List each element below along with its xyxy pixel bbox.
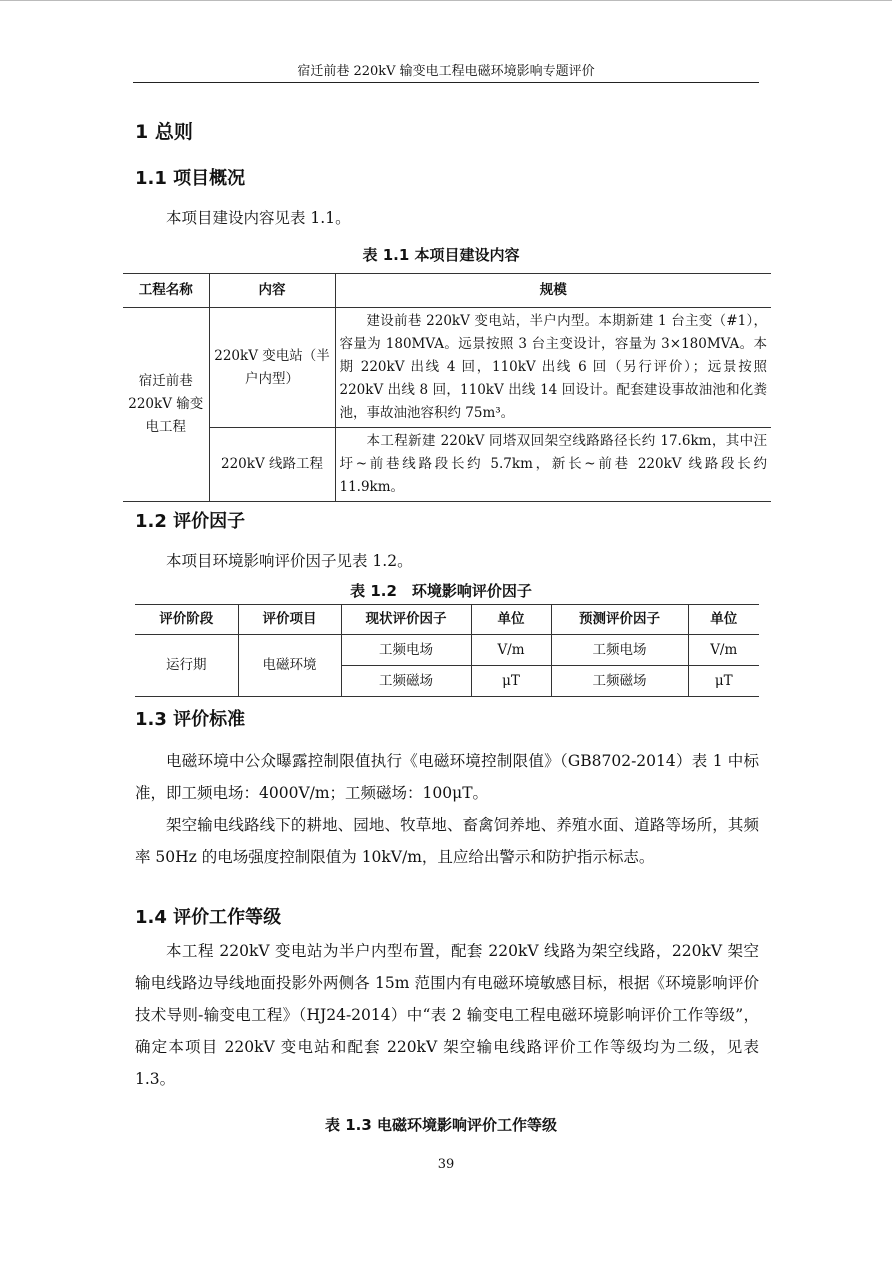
- table-1-2-header: 评价阶段: [135, 605, 238, 635]
- current-factor-cell: 工频磁场: [341, 666, 471, 697]
- section-1-4-paragraph: 本工程 220kV 变电站为半户内型布置，配套 220kV 线路为架空线路，220kV 架空输电线路边导线地面投影外两侧各 15m 范围内有电磁环境敏感目标，根据《环境影响评价技术导则-输变电工程》（HJ24-2014）中“表 2 输变电工程电磁环境影响评价工作等级”，确定本项目 220kV 变电站和配套 220kV 架空输电线路评价工作等级均为二级，见表 1.3。: [135, 942, 759, 1088]
- section-1-3-paragraph: 电磁环境中公众曝露控制限值执行《电磁环境控制限值》（GB8702-2014）表 1 中标准，即工频电场：4000V/m；工频磁场：100μT。: [135, 752, 759, 802]
- table-1-1-header: 内容: [209, 274, 335, 308]
- project-name-cell: 宿迁前巷 220kV 输变电工程: [123, 308, 209, 502]
- section-1-2-intro: 本项目环境影响评价因子见表 1.2。: [166, 552, 413, 570]
- table-1-2-header: 现状评价因子: [341, 605, 471, 635]
- section-1-1-heading: 1.1 项目概况: [135, 168, 246, 189]
- table-1-2-header: 单位: [688, 605, 759, 635]
- table-1-3-caption: 表 1.3 电磁环境影响评价工作等级: [324, 1116, 558, 1134]
- unit-cell: μT: [471, 666, 551, 697]
- table-1-1-header: 规模: [335, 274, 771, 308]
- table-1-2-header: 预测评价因子: [551, 605, 688, 635]
- scale-cell: 建设前巷 220kV 变电站，半户内型。本期新建 1 台主变（#1），容量为 180MVA。远景按照 3 台主变设计，容量为 3×180MVA。本期 220kV 出线 4 回，110kV 出线 6 回（另行评价）；远景按照 220kV 出线 8 回，110kV 出线 14 回设计。配套建设事故油池和化粪池，事故油池容积约 75m³。: [335, 308, 771, 428]
- section-1-3-paragraph: 架空输电线路线下的耕地、园地、牧草地、畜禽饲养地、养殖水面、道路等场所，其频率 50Hz 的电场强度控制限值为 10kV/m，且应给出警示和防护指示标志。: [135, 816, 759, 866]
- table-1-2: [135, 604, 759, 697]
- section-1-1-intro: 本项目建设内容见表 1.1。: [166, 209, 351, 227]
- chapter-heading: 1 总则: [135, 121, 193, 143]
- content-cell: 220kV 线路工程: [209, 428, 335, 502]
- unit-cell: μT: [688, 666, 759, 697]
- section-1-3-heading: 1.3 评价标准: [135, 709, 246, 730]
- predict-factor-cell: 工频电场: [551, 635, 688, 666]
- top-edge-line: [0, 0, 892, 1]
- stage-cell: 运行期: [135, 635, 238, 697]
- unit-cell: V/m: [471, 635, 551, 666]
- section-1-2-heading: 1.2 评价因子: [135, 511, 246, 532]
- table-1-1-caption: 表 1.1 本项目建设内容: [362, 246, 520, 264]
- scale-cell: 本工程新建 220kV 同塔双回架空线路路径长约 17.6km，其中汪圩~前巷线路段长约 5.7km，新长~前巷 220kV 线路段长约 11.9km。: [335, 428, 771, 502]
- predict-factor-cell: 工频磁场: [551, 666, 688, 697]
- item-cell: 电磁环境: [238, 635, 341, 697]
- current-factor-cell: 工频电场: [341, 635, 471, 666]
- table-1-1: [123, 273, 771, 502]
- content-cell: 220kV 变电站（半户内型）: [209, 308, 335, 428]
- table-1-2-header: 评价项目: [238, 605, 341, 635]
- table-1-2-header: 单位: [471, 605, 551, 635]
- table-1-2-caption: 表 1.2 环境影响评价因子: [350, 582, 532, 600]
- running-header: 宿迁前巷 220kV 输变电工程电磁环境影响专题评价: [297, 64, 595, 79]
- unit-cell: V/m: [688, 635, 759, 666]
- header-rule: [133, 82, 759, 83]
- page-number: 39: [437, 1157, 455, 1172]
- section-1-4-heading: 1.4 评价工作等级: [135, 907, 282, 928]
- table-1-1-header: 工程名称: [123, 274, 209, 308]
